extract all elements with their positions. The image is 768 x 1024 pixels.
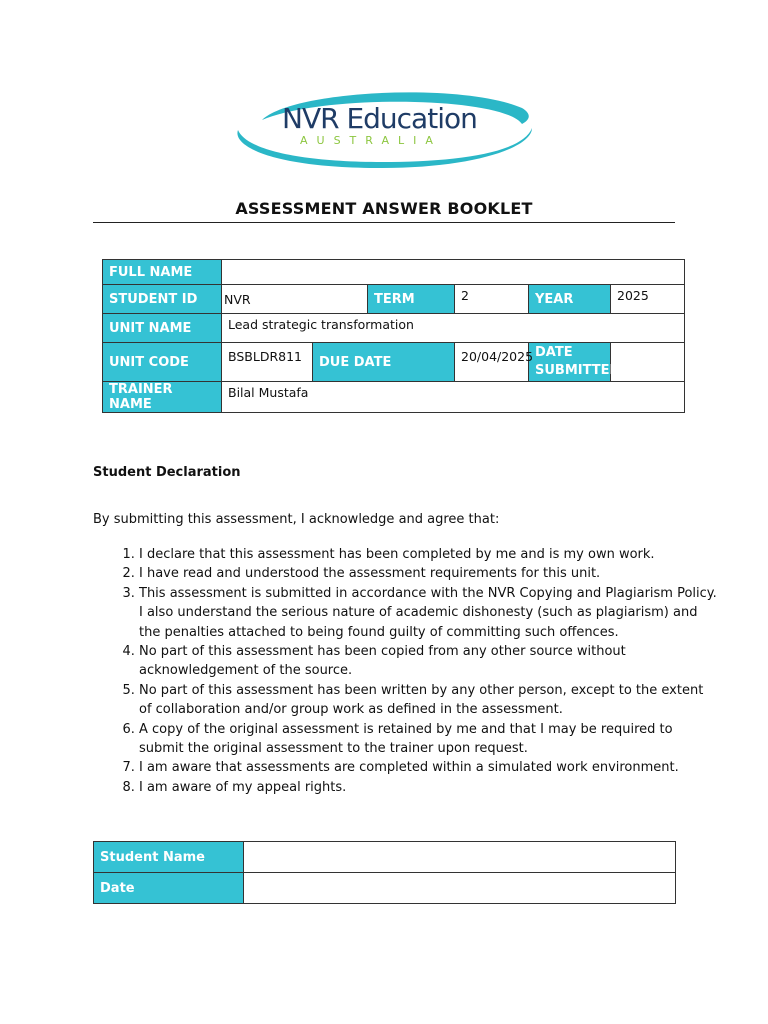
- date-submitted-field[interactable]: [611, 343, 685, 382]
- list-item: 4. No part of this assessment has been copied from any other source without acknowledgement of the source.: [139, 642, 719, 681]
- student-name-field[interactable]: [244, 842, 676, 873]
- unit-name-label: UNIT NAME: [103, 314, 222, 343]
- page-title: ASSESSMENT ANSWER BOOKLET: [235, 199, 533, 218]
- term-field[interactable]: 2: [455, 285, 529, 314]
- logo-tagline: AUSTRALIA: [300, 134, 442, 147]
- list-item: 8. I am aware of my appeal rights.: [139, 778, 719, 797]
- unit-code-label: UNIT CODE: [103, 343, 222, 382]
- title-underline: [93, 222, 675, 223]
- signature-table: [93, 841, 676, 904]
- term-label: TERM: [368, 285, 455, 314]
- list-item: 7. I am aware that assessments are completed within a simulated work environment.: [139, 758, 719, 777]
- date-label: Date: [94, 873, 244, 904]
- due-date-label: DUE DATE: [313, 343, 455, 382]
- list-item: 2. I have read and understood the assessment requirements for this unit.: [139, 564, 719, 583]
- list-item: 5. No part of this assessment has been written by any other person, except to the extent of collaboration and/or group work as defined in the assessment.: [139, 681, 719, 720]
- student-id-label: STUDENT ID: [103, 285, 222, 314]
- trainer-name-label: TRAINER NAME: [103, 382, 222, 413]
- unit-code-field[interactable]: BSBLDR811: [222, 343, 313, 382]
- nvr-education-logo: [232, 84, 536, 170]
- declaration-intro: By submitting this assessment, I acknowledge and agree that:: [93, 512, 500, 527]
- year-label: YEAR: [529, 285, 611, 314]
- student-info-table: [102, 259, 685, 413]
- list-item: 6. A copy of the original assessment is retained by me and that I may be required to submit the original assessment to the trainer upon request.: [139, 720, 719, 759]
- date-field[interactable]: [244, 873, 676, 904]
- student-id-field[interactable]: NVR: [222, 285, 368, 314]
- list-item: 1. I declare that this assessment has been completed by me and is my own work.: [139, 545, 719, 564]
- full-name-field[interactable]: [222, 260, 685, 285]
- date-submitted-label: DATE SUBMITTED: [529, 343, 611, 382]
- declaration-heading: Student Declaration: [93, 465, 241, 480]
- declaration-list: [93, 545, 719, 797]
- student-name-label: Student Name: [94, 842, 244, 873]
- unit-name-field[interactable]: Lead strategic transformation: [222, 314, 685, 343]
- year-field[interactable]: 2025: [611, 285, 685, 314]
- full-name-label: FULL NAME: [103, 260, 222, 285]
- trainer-name-field[interactable]: Bilal Mustafa: [222, 382, 685, 413]
- due-date-field[interactable]: 20/04/2025: [455, 343, 529, 382]
- list-item: 3. This assessment is submitted in accordance with the NVR Copying and Plagiarism Policy. I also understand the serious nature of academic dishonesty (such as plagiarism) and the penalties attached to being found guilty of committing such offences.: [139, 584, 719, 642]
- logo-name: NVR Education: [282, 102, 477, 135]
